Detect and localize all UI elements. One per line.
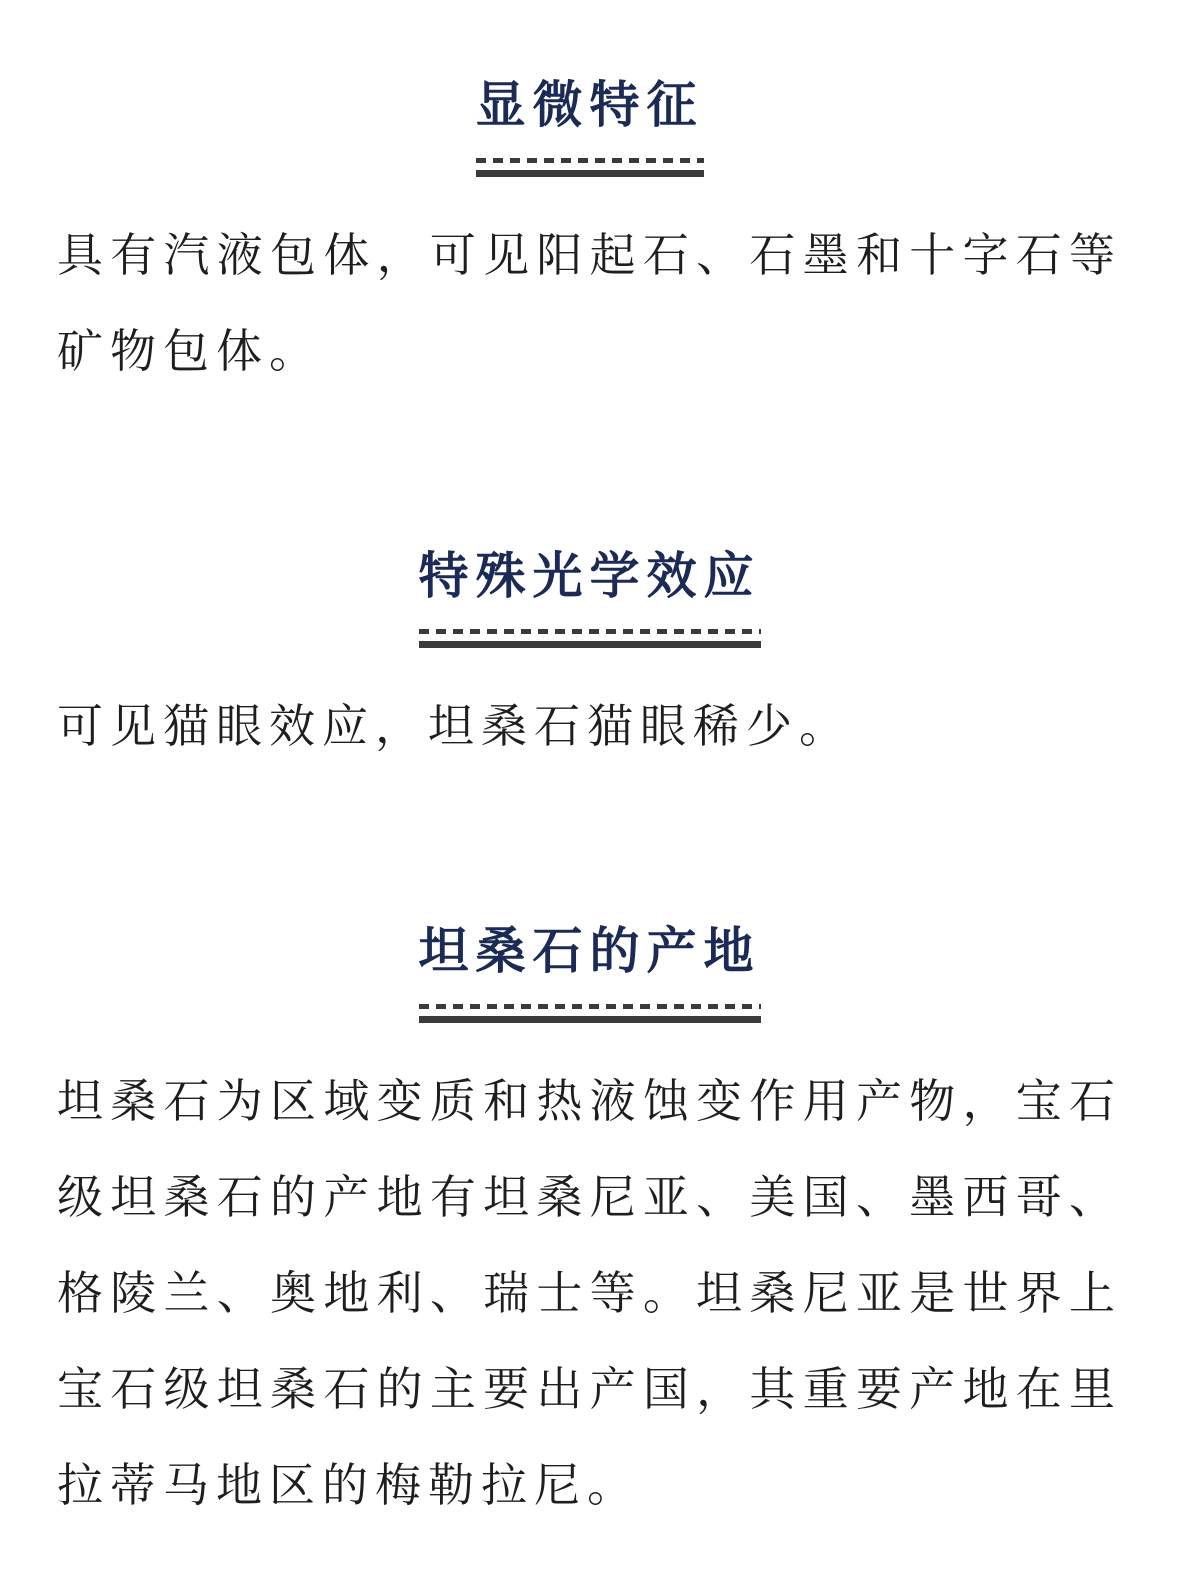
section-tanzanite-origin — [57, 922, 1122, 1533]
section-body-text: 具有汽液包体，可见阳起石、石墨和十字石等矿物包体。 — [57, 229, 1122, 377]
section-header — [57, 547, 1122, 648]
dashed-divider — [476, 158, 704, 163]
dashed-divider — [419, 629, 761, 634]
section-special-optical-effects — [57, 547, 1122, 774]
section-header-inner — [419, 922, 761, 1023]
section-header-inner — [419, 547, 761, 648]
section-header — [57, 922, 1122, 1023]
dashed-divider — [419, 1004, 761, 1009]
solid-divider — [476, 170, 704, 177]
section-title: 特殊光学效应 — [418, 548, 761, 604]
section-title: 坦桑石的产地 — [418, 923, 761, 979]
section-body-text: 可见猫眼效应，坦桑石猫眼稀少。 — [57, 700, 852, 752]
solid-divider — [419, 641, 761, 648]
section-header — [57, 76, 1122, 177]
solid-divider — [419, 1016, 761, 1023]
section-header-inner — [476, 76, 704, 177]
section-microscopic-features — [57, 76, 1122, 399]
section-title: 显微特征 — [475, 77, 704, 133]
section-body-text: 坦桑石为区域变质和热液蚀变作用产物，宝石级坦桑石的产地有坦桑尼亚、美国、墨西哥、格陵兰、奥地利、瑞士等。坦桑尼亚是世界上宝石级坦桑石的主要出产国，其重要产地在里拉蒂马地区的梅勒拉尼。 — [57, 1075, 1122, 1511]
